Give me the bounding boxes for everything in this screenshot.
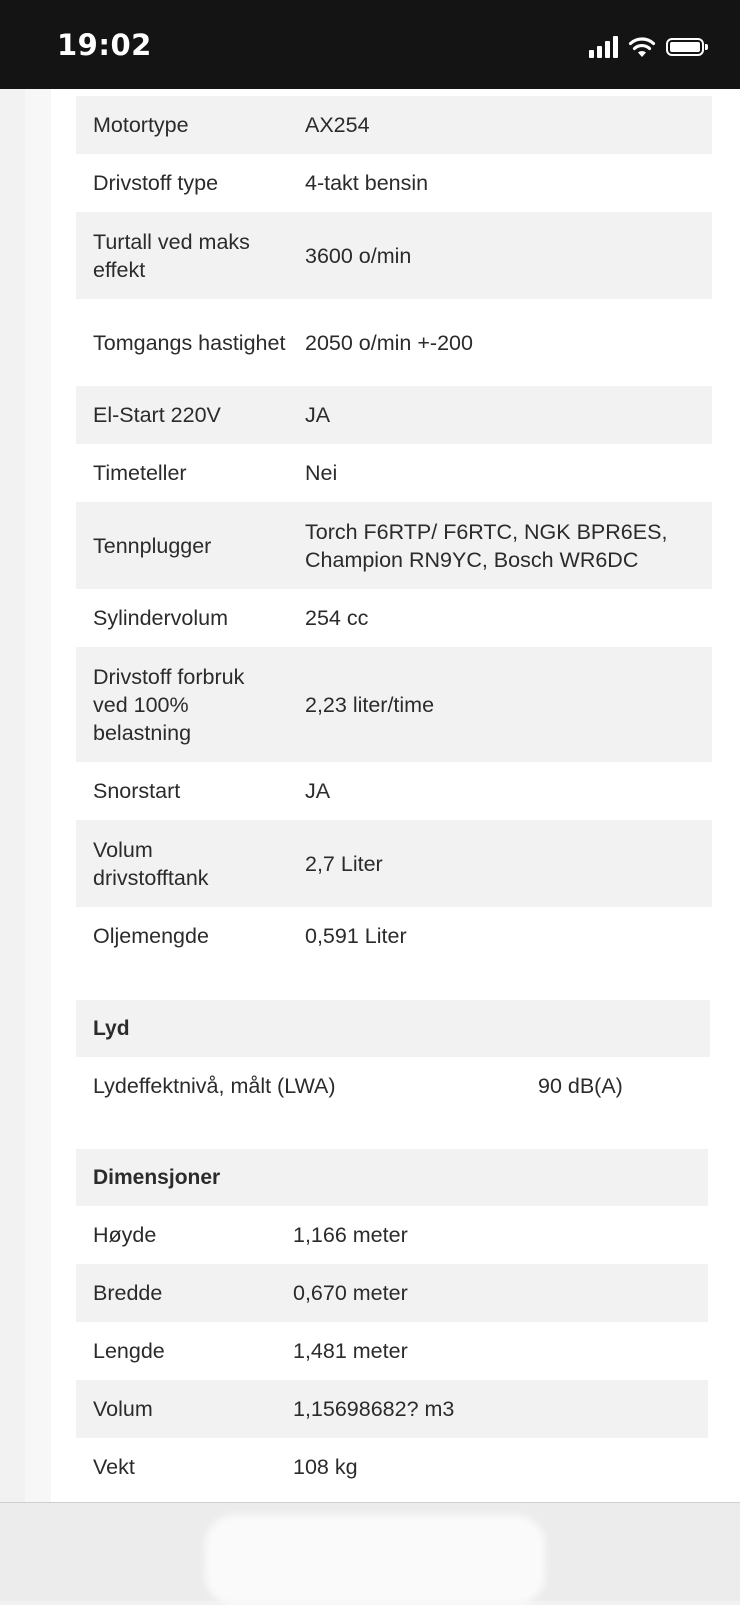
spec-label: El-Start 220V <box>93 403 221 427</box>
table-row <box>76 762 712 820</box>
spec-label: Volum <box>93 1397 153 1421</box>
spec-label: Oljemengde <box>93 924 209 948</box>
spec-value: 254 cc <box>305 606 369 630</box>
card-inner-margin <box>25 89 51 1502</box>
spec-value: 90 dB(A) <box>538 1074 623 1098</box>
spec-label: Bredde <box>93 1281 163 1305</box>
table-row <box>76 647 712 762</box>
spec-label: Drivstoff type <box>93 171 219 195</box>
section-heading-dimensions: Dimensjoner <box>76 1149 708 1206</box>
spec-label: Tennplugger <box>93 533 212 558</box>
spec-value: 2,23 liter/time <box>305 692 435 717</box>
spec-table <box>76 96 712 965</box>
bottom-toolbar <box>0 1502 740 1601</box>
wifi-icon <box>628 36 656 58</box>
spec-label: Høyde <box>93 1223 157 1247</box>
spec-label: Motortype <box>93 113 189 137</box>
spec-value: Torch F6RTP/ F6RTC, NGK BPR6ES, Champion RN9YC, Bosch WR6DC <box>305 519 668 572</box>
spec-label: Lengde <box>93 1339 165 1363</box>
table-row <box>76 212 712 299</box>
spec-value: 108 kg <box>293 1455 358 1479</box>
table-row <box>76 1206 708 1264</box>
spec-value: 0,670 meter <box>293 1281 408 1305</box>
table-row <box>76 589 712 647</box>
sound-table <box>76 1057 710 1115</box>
spec-label: Vekt <box>93 1455 135 1479</box>
spec-value: 1,166 meter <box>293 1223 408 1247</box>
spec-label: Sylindervolum <box>93 606 229 630</box>
spec-value: 1,481 meter <box>293 1339 408 1363</box>
spec-label: Drivstoff forbruk ved 100% belastning <box>93 664 245 745</box>
spec-value: JA <box>305 779 331 803</box>
table-row <box>76 154 712 212</box>
table-row <box>76 1322 708 1380</box>
table-row <box>76 444 712 502</box>
section-spacer <box>76 1115 690 1149</box>
table-row <box>76 1380 708 1438</box>
spec-value: 1,15698682? m3 <box>293 1397 455 1421</box>
section-spacer <box>76 966 690 1000</box>
status-bar <box>0 0 740 89</box>
spec-value: 0,591 Liter <box>305 924 407 948</box>
battery-icon <box>666 38 704 56</box>
cellular-signal-icon <box>589 36 618 58</box>
spec-label: Timeteller <box>93 461 187 485</box>
spec-label: Tomgangs hastighet <box>93 330 286 355</box>
table-row <box>76 820 712 907</box>
spec-value: Nei <box>305 461 338 485</box>
spec-label: Lydeffektnivå, målt (LWA) <box>93 1074 336 1098</box>
table-row <box>76 1438 708 1496</box>
table-row <box>76 299 712 386</box>
spec-label: Turtall ved maks effekt <box>93 229 250 282</box>
table-row <box>76 96 712 154</box>
table-row <box>76 502 712 589</box>
table-row <box>76 907 712 965</box>
spec-value: 3600 o/min <box>305 243 412 268</box>
table-row <box>76 386 712 444</box>
spec-value: JA <box>305 403 331 427</box>
table-row <box>76 1264 708 1322</box>
spec-value: 4-takt bensin <box>305 171 429 195</box>
table-row <box>76 1057 710 1115</box>
spec-value: 2050 o/min +-200 <box>305 330 473 355</box>
status-icons <box>589 34 704 60</box>
spec-value: AX254 <box>305 113 370 137</box>
status-time: 19:02 <box>57 28 152 62</box>
spec-value: 2,7 Liter <box>305 851 383 876</box>
dimensions-table <box>76 1206 708 1496</box>
address-bar[interactable] <box>205 1515 545 1605</box>
spec-label: Volum drivstofftank <box>93 837 209 890</box>
page-content <box>0 89 740 1502</box>
spec-label: Snorstart <box>93 779 181 803</box>
section-heading-sound: Lyd <box>76 1000 710 1057</box>
